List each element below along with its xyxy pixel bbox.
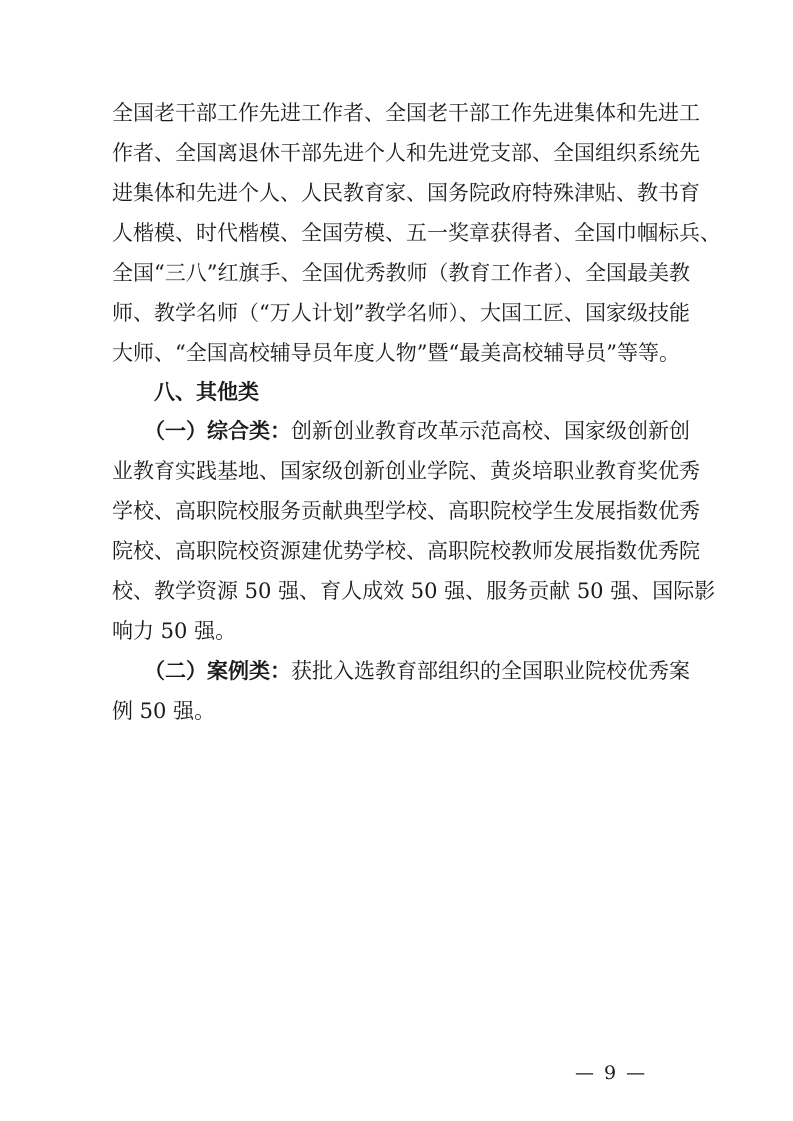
paragraph-line: 业教育实践基地、国家级创新创业学院、黄炎培职业教育奖优秀 — [112, 459, 700, 483]
paragraph-line: 院校、高职院校资源建优势学校、高职院校教师发展指数优秀院 — [112, 539, 700, 563]
paragraph-line: 校、教学资源 50 强、育人成效 50 强、服务贡献 50 强、国际影 — [112, 579, 716, 603]
paragraph-line: 全国“三八”红旗手、全国优秀教师（教育工作者）、全国最美教 — [112, 261, 690, 285]
cases-first-line — [144, 656, 744, 686]
paragraph-line: 师、教学名师（“万人计划”教学名师）、大国工匠、国家级技能 — [112, 301, 690, 325]
paragraph-line: 人楷模、时代楷模、全国劳模、五一奖章获得者、全国巾帼标兵、 — [112, 221, 721, 245]
paragraph-line: 例 50 强。 — [112, 699, 216, 723]
paragraph-line: 全国老干部工作先进工作者、全国老干部工作先进集体和先进工 — [112, 101, 700, 125]
paragraph-line: 进集体和先进个人、人民教育家、国务院政府特殊津贴、教书育 — [112, 181, 700, 205]
comprehensive-first-line — [144, 416, 744, 446]
paragraph-line: 大师、“全国高校辅导员年度人物”暨“最美高校辅导员”等等。 — [112, 341, 680, 365]
section-heading: 八、其他类 — [154, 379, 259, 404]
cases-text: 获批入选教育部组织的全国职业院校优秀案 — [291, 659, 690, 683]
paragraph-line: 响力 50 强。 — [112, 619, 237, 643]
paragraph-line: 作者、全国离退休干部先进个人和先进党支部、全国组织系统先 — [112, 141, 700, 165]
page-number: — 9 — — [575, 1062, 648, 1084]
paragraph-line: 学校、高职院校服务贡献典型学校、高职院校学生发展指数优秀 — [112, 499, 700, 523]
cases-label: （二）案例类： — [144, 658, 291, 683]
comprehensive-label: （一）综合类： — [144, 418, 291, 443]
comprehensive-text: 创新创业教育改革示范高校、国家级创新创 — [291, 419, 690, 443]
